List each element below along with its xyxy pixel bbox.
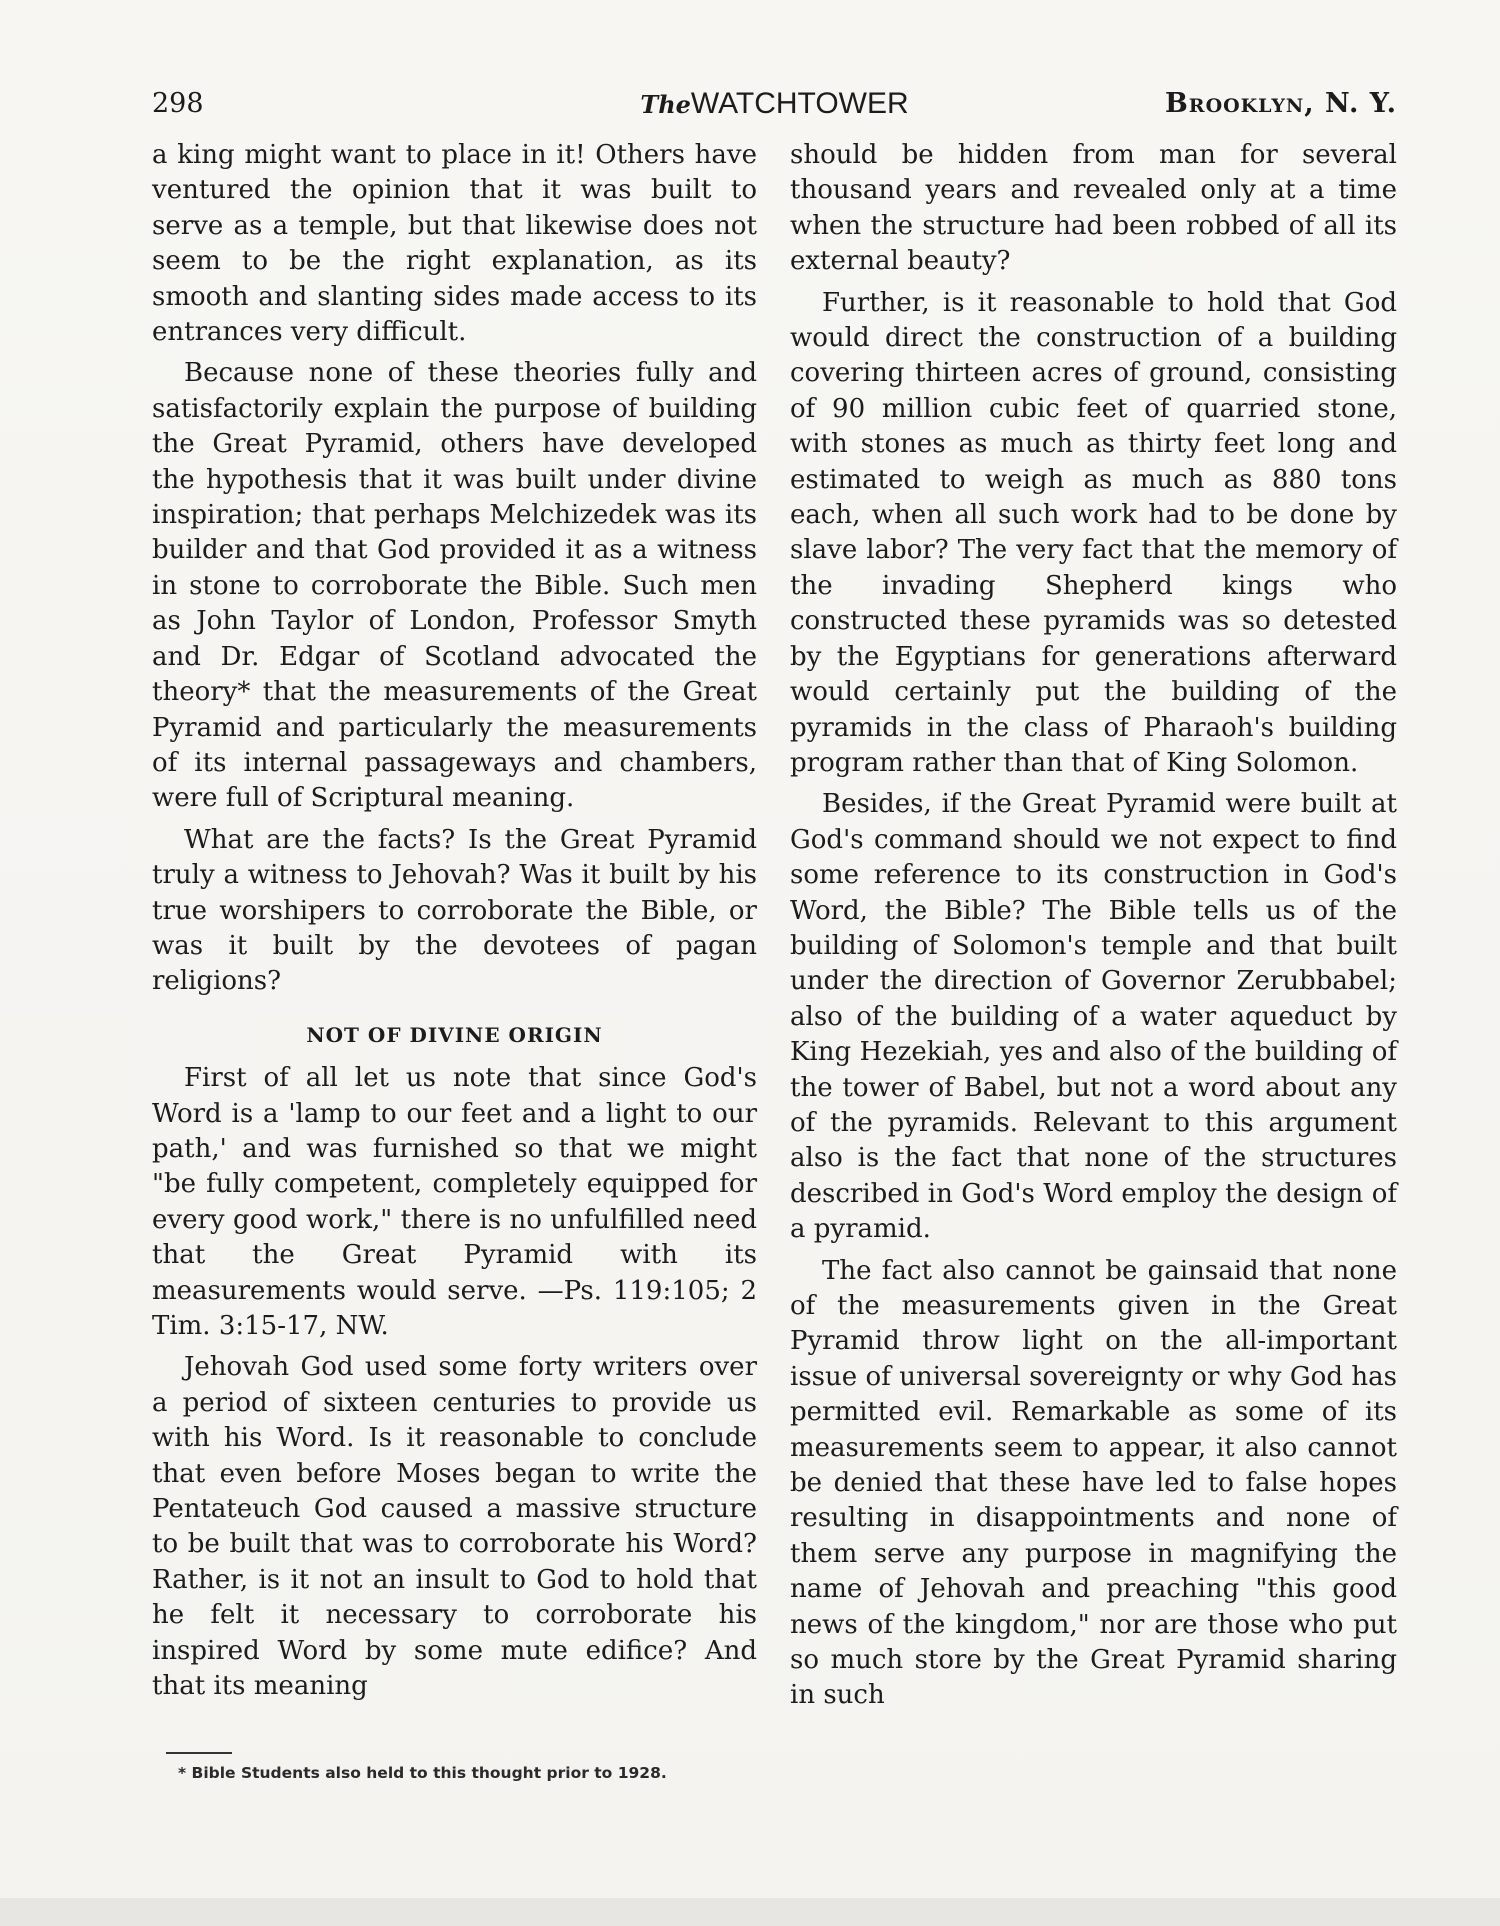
left-column [152,138,757,1704]
right-column [790,138,1397,1714]
page-number: 298 [152,88,204,119]
masthead-the: The [640,90,691,119]
masthead-title: WATCHTOWER [690,87,909,120]
paragraph: What are the facts? Is the Great Pyramid truly a witness to Jehovah? Was it built by his true worshipers to corroborate the Bible, or was it built by the devotees of pagan religions? [152,824,757,997]
section-subheading: NOT OF DIVINE ORIGIN [306,1022,603,1047]
scan-bottom-edge [0,1898,1500,1926]
paragraph: Further, is it reasonable to hold that God would direct the construction of a building covering thirteen acres of ground, consisting of 90 million cubic feet of quarried stone, with stones as much as thirty feet long and estimated to weigh as much as 880 tons each, when all such work had to be done by slave labor? The very fact that the memory of the invading Shepherd kings who constructed these pyramids was so detested by the Egyptians for generations afterward would certainly put the building of the pyramids in the class of Pharaoh's building program rather than that of King Solomon. [790,287,1397,778]
page-header [152,88,1397,128]
paragraph: Jehovah God used some forty writers over a period of sixteen centuries to provide us with his Word. Is it reasonable to conclude that even before Moses began to write the Pentateuch God caused a massive structure to be built that was to corroborate his Word? Rather, is it not an insult to God to hold that he felt it necessary to corroborate his inspired Word by some mute edifice? And that its meaning [152,1352,757,1702]
paragraph: Besides, if the Great Pyramid were built at God's command should we not expect to find some reference to its construction in God's Word, the Bible? The Bible tells us of the building of Solomon's temple and that built under the direction of Governor Zerubbabel; also of the building of a water aqueduct by King Hezekiah, yes and also of the building of the tower of Babel, but not a word about any of the pyramids. Relevant to this argument also is the fact that none of the structures described in God's Word employ the design of a pyramid. [790,789,1397,1245]
footnote-divider [166,1752,232,1754]
paragraph: First of all let us note that since God's Word is a 'lamp to our feet and a light to our path,' and was furnished so that we might "be fully competent, completely equipped for every good work," there is no unfulfilled need that the Great Pyramid with its measurements would serve. —Ps. 119:105; 2 Tim. 3:15-17, NW. [152,1063,757,1341]
paragraph: Because none of these theories fully and satisfactorily explain the purpose of building the Great Pyramid, others have developed the hypothesis that it was built under divine inspiration; that perhaps Melchizedek was its builder and that God provided it as a witness in stone to corroborate the Bible. Such men as John Taylor of London, Professor Smyth and Dr. Edgar of Scotland advocated the theory* that the measurements of the Great Pyramid and particularly the measurements of its internal passageways and chambers, were full of Scriptural meaning. [152,358,757,814]
footnote: * Bible Students also held to this thought prior to 1928. [178,1764,667,1782]
location-label: Brooklyn, N. Y. [1164,88,1397,119]
paragraph: The fact also cannot be gainsaid that none of the measurements given in the Great Pyramid throw light on the all-important issue of universal sovereignty or why God has permitted evil. Remarkable as some of its measurements seem to appear, it also cannot be denied that these have led to false hopes resulting in disappointments and none of them serve any purpose in magnifying the name of Jehovah and preaching "this good news of the kingdom," nor are those who put so much store by the Great Pyramid sharing in such [790,1255,1397,1711]
paragraph: should be hidden from man for several thousand years and revealed only at a time when the structure had been robbed of all its external beauty? [790,140,1397,277]
paragraph: a king might want to place in it! Others have ventured the opinion that it was built to serve as a temple, but that likewise does not seem to be the right explanation, as its smooth and slanting sides made access to its entrances very difficult. [152,140,757,348]
